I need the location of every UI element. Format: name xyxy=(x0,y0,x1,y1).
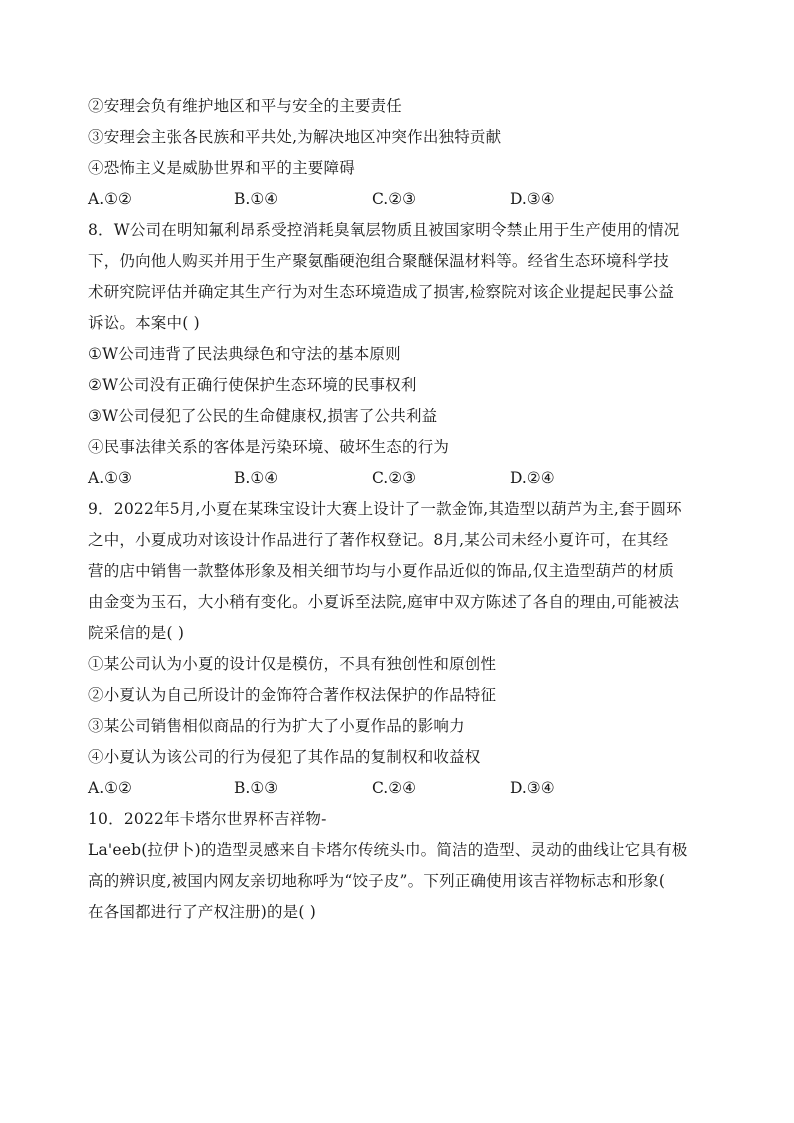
q8-stem-line-2: 下，仍向他人购买并用于生产聚氨酯硬泡组合聚醚保温材料等。经省生态环境科学技 xyxy=(88,252,669,270)
q8-stem-line-1: 8．W公司在明知氟利昂系受控消耗臭氧层物质且被国家明令禁止用于生产使用的情况 xyxy=(88,221,680,239)
q9-stem-line-5: 院采信的是( ) xyxy=(88,624,185,642)
q10-stem-line-2: La'eeb(拉伊卜)的造型灵感来自卡塔尔传统头巾。简洁的造型、灵动的曲线让它具有极 xyxy=(88,841,688,859)
q9-option-d: D.③④ xyxy=(510,779,555,797)
q8-statement-2: ②W公司没有正确行使保护生态环境的民事权利 xyxy=(88,376,417,394)
q8-option-a: A.①③ xyxy=(88,469,132,487)
q9-stem-line-1: 9．2022年5月,小夏在某珠宝设计大赛上设计了一款金饰,其造型以葫芦为主,套于圆环 xyxy=(88,500,682,518)
q9-option-a: A.①② xyxy=(88,779,132,797)
q9-stem-line-4: 由金变为玉石，大小稍有变化。小夏诉至法院,庭审中双方陈述了各自的理由,可能被法 xyxy=(88,593,680,611)
q9-option-c: C.②④ xyxy=(372,779,417,797)
q9-statement-1: ①某公司认为小夏的设计仅是模仿，不具有独创性和原创性 xyxy=(88,655,497,673)
q9-option-b: B.①③ xyxy=(234,779,279,797)
q7-statement-3: ③安理会主张各民族和平共处,为解决地区冲突作出独特贡献 xyxy=(88,128,502,146)
q9-stem-line-3: 营的店中销售一款整体形象及相关细节均与小夏作品近似的饰品,仅主造型葫芦的材质 xyxy=(88,562,675,580)
q8-options xyxy=(88,468,708,488)
q8-statement-3: ③W公司侵犯了公民的生命健康权,损害了公共利益 xyxy=(88,407,438,425)
q8-option-d: D.②④ xyxy=(510,469,555,487)
q7-option-c: C.②③ xyxy=(372,190,417,208)
q7-options xyxy=(88,189,708,209)
q9-statement-3: ③某公司销售相似商品的行为扩大了小夏作品的影响力 xyxy=(88,717,465,735)
q8-option-b: B.①④ xyxy=(234,469,279,487)
q9-statement-4: ④小夏认为该公司的行为侵犯了其作品的复制权和收益权 xyxy=(88,748,481,766)
q7-statement-2: ②安理会负有维护地区和平与安全的主要责任 xyxy=(88,97,403,115)
q9-stem-line-2: 之中，小夏成功对该设计作品进行了著作权登记。8月,某公司未经小夏许可，在其经 xyxy=(88,531,669,549)
q7-option-a: A.①② xyxy=(88,190,132,208)
q7-option-b: B.①④ xyxy=(234,190,279,208)
q8-option-c: C.②③ xyxy=(372,469,417,487)
q10-stem-line-3: 高的辨识度,被国内网友亲切地称呼为“饺子皮”。下列正确使用该吉祥物标志和形象( xyxy=(88,872,666,890)
q7-option-d: D.③④ xyxy=(510,190,555,208)
q8-stem-line-4: 诉讼。本案中( ) xyxy=(88,314,200,332)
q8-statement-1: ①W公司违背了民法典绿色和守法的基本原则 xyxy=(88,345,401,363)
q10-stem-line-4: 在各国都进行了产权注册)的是( ) xyxy=(88,903,316,921)
q8-statement-4: ④民事法律关系的客体是污染环境、破坏生态的行为 xyxy=(88,438,450,456)
q9-statement-2: ②小夏认为自己所设计的金饰符合著作权法保护的作品特征 xyxy=(88,686,497,704)
q10-stem-line-1: 10．2022年卡塔尔世界杯吉祥物- xyxy=(88,810,327,828)
q7-statement-4: ④恐怖主义是威胁世界和平的主要障碍 xyxy=(88,159,355,177)
q8-stem-line-3: 术研究院评估并确定其生产行为对生态环境造成了损害,检察院对该企业提起民事公益 xyxy=(88,283,675,301)
q9-options xyxy=(88,778,708,798)
